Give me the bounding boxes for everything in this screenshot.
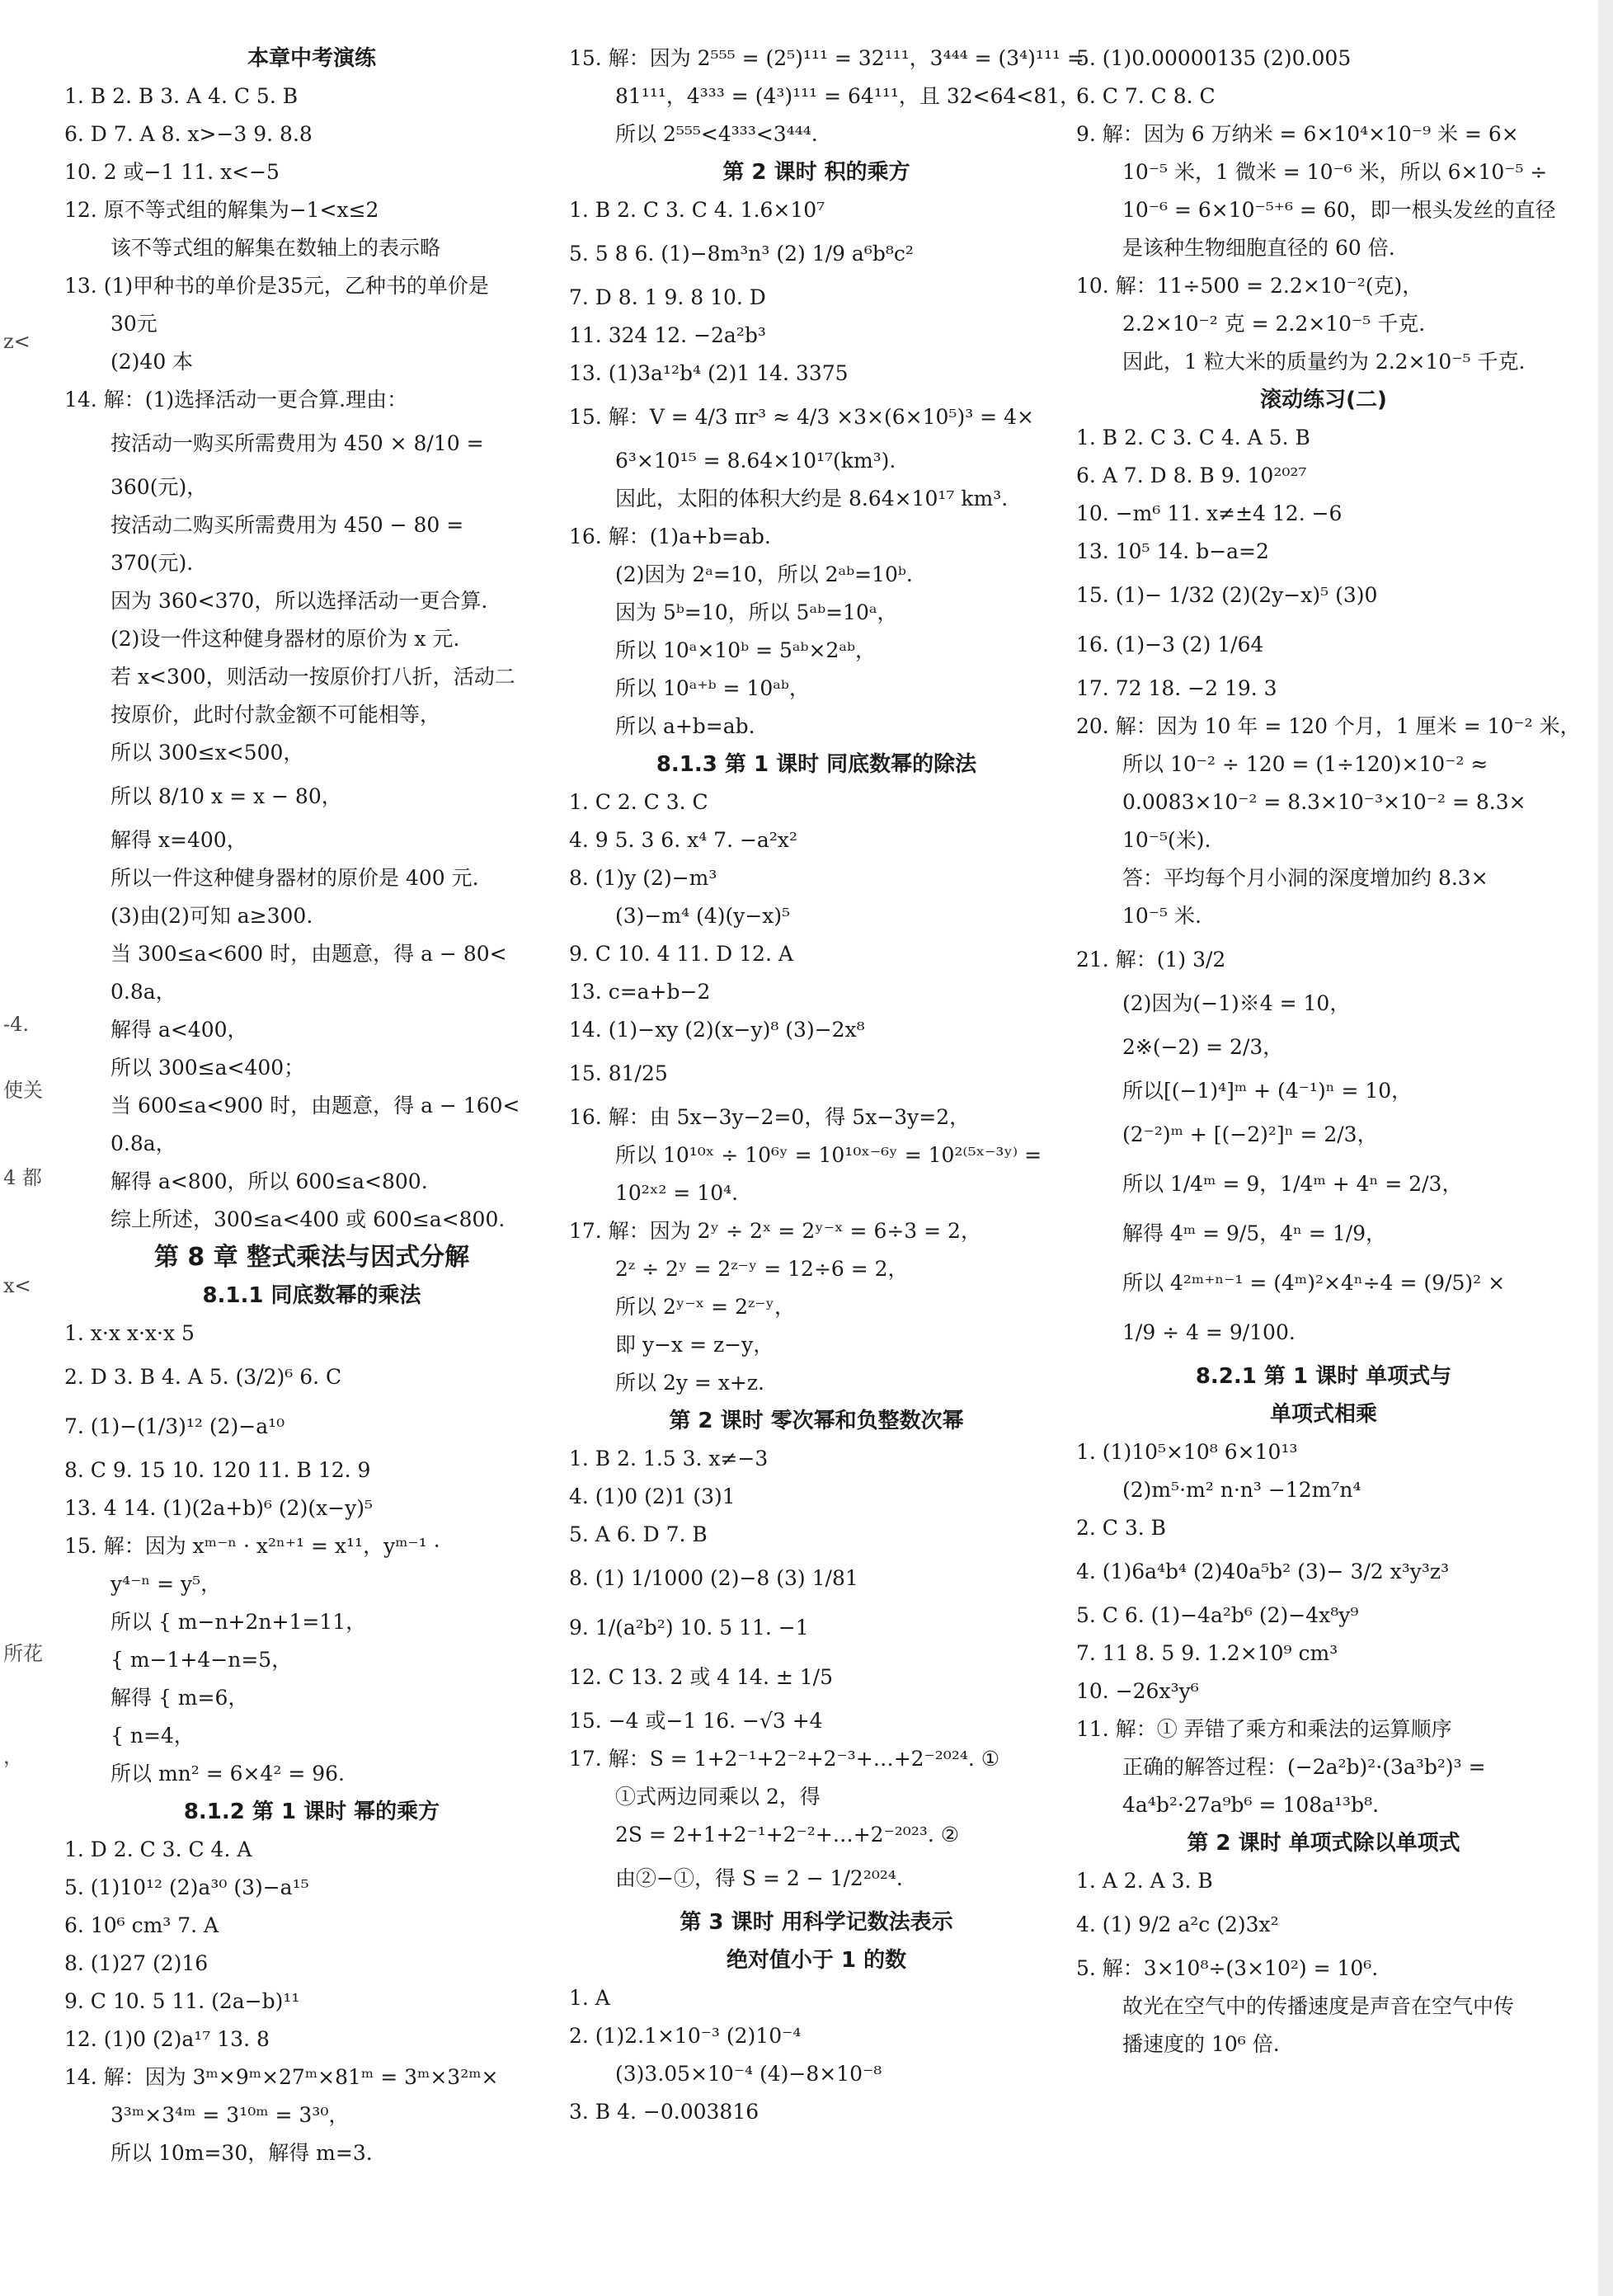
section-heading: 单项式相乘 bbox=[1269, 1402, 1377, 1427]
answer-line: 所以 300≤x<500， bbox=[111, 741, 304, 765]
answer-line: 10⁻⁶ = 6×10⁻⁵⁺⁶ = 60，即一根头发丝的直径 bbox=[1122, 198, 1556, 222]
answer-line: 1. x·x x·x·x 5 bbox=[64, 1321, 195, 1345]
answer-line: 12. C 13. 2 或 4 14. ± 1/5 bbox=[569, 1665, 833, 1689]
answer-line: 0.8a， bbox=[111, 980, 176, 1004]
answer-line: 14. (1)−xy (2)(x−y)⁸ (3)−2x⁸ bbox=[569, 1018, 865, 1042]
left-margin-fragments bbox=[0, 0, 58, 2296]
answer-line: (2)因为 2ᵃ=10，所以 2ᵃᵇ=10ᵇ. bbox=[615, 562, 913, 586]
answer-line: 1/9 ÷ 4 = 9/100. bbox=[1122, 1320, 1296, 1344]
answer-line: ①式两边同乘以 2，得 bbox=[615, 1785, 821, 1809]
answer-line: 1. B 2. C 3. C 4. 1.6×10⁷ bbox=[569, 198, 825, 222]
answer-line: 5. (1)0.00000135 (2)0.005 bbox=[1076, 46, 1352, 70]
margin-fragment: ， bbox=[3, 1745, 23, 1768]
answer-line: 所以 4²ᵐ⁺ⁿ⁻¹ = (4ᵐ)²×4ⁿ÷4 = (9/5)² × bbox=[1122, 1271, 1506, 1295]
answer-line: 答：平均每个月小洞的深度增加约 8.3× bbox=[1122, 866, 1488, 890]
answer-line: 30元 bbox=[111, 312, 158, 336]
answer-line: 所以 2y = x+z. bbox=[615, 1371, 764, 1395]
answer-line: 8. (1)y (2)−m³ bbox=[569, 866, 717, 890]
answer-line: 所以 mn² = 6×4² = 96. bbox=[111, 1762, 345, 1786]
answer-line: 因为 360<370，所以选择活动一更合算. bbox=[111, 589, 488, 613]
answer-line: 3³ᵐ×3⁴ᵐ = 3¹⁰ᵐ = 3³⁰， bbox=[111, 2103, 350, 2127]
answer-line: 5. (1)10¹² (2)a³⁰ (3)−a¹⁵ bbox=[64, 1875, 309, 1899]
answer-line: 按原价，此时付款金额不可能相等， bbox=[111, 703, 441, 727]
answer-line: 9. 解：因为 6 万纳米 = 6×10⁴×10⁻⁹ 米 = 6× bbox=[1076, 122, 1519, 146]
answer-line: 6. A 7. D 8. B 9. 10²⁰²⁷ bbox=[1076, 463, 1307, 487]
answer-line: 6. C 7. C 8. C bbox=[1076, 84, 1216, 108]
answer-line: 15. 解：V = 4/3 πr³ ≈ 4/3 ×3×(6×10⁵)³ = 4× bbox=[569, 405, 1034, 429]
answer-line: 10⁻⁵ 米. bbox=[1122, 904, 1202, 928]
margin-fragment: 4 都 bbox=[3, 1166, 42, 1189]
answer-line: 15. −4 或−1 16. −√3 +4 bbox=[569, 1709, 823, 1733]
answer-line: 15. 解：因为 xᵐ⁻ⁿ · x²ⁿ⁺¹ = x¹¹，yᵐ⁻¹ · bbox=[64, 1534, 440, 1558]
answer-line: (2)因为(−1)※4 = 10， bbox=[1122, 991, 1351, 1015]
answer-line: 15. 81/25 bbox=[569, 1061, 668, 1085]
answer-line: 4. (1)0 (2)1 (3)1 bbox=[569, 1484, 736, 1508]
section-heading: 本章中考演练 bbox=[247, 46, 376, 71]
answer-line: 13. c=a+b−2 bbox=[569, 980, 711, 1004]
answer-line: 17. 72 18. −2 19. 3 bbox=[1076, 676, 1277, 700]
answer-line: 0.8a， bbox=[111, 1132, 176, 1155]
section-heading: 8.1.2 第 1 课时 幂的乘方 bbox=[183, 1800, 440, 1824]
answer-line: (2)40 本 bbox=[111, 350, 194, 374]
answer-column-2 bbox=[569, 40, 1084, 2131]
section-heading: 第 2 课时 积的乘方 bbox=[722, 160, 910, 185]
answer-line: 9. C 10. 4 11. D 12. A bbox=[569, 942, 793, 966]
section-heading: 第 2 课时 单项式除以单项式 bbox=[1187, 1831, 1460, 1856]
answer-line: 17. 解：S = 1+2⁻¹+2⁻²+2⁻³+…+2⁻²⁰²⁴. ① bbox=[569, 1747, 1000, 1771]
answer-line: 所以 8/10 x = x − 80， bbox=[111, 784, 342, 808]
answer-line: y⁴⁻ⁿ = y⁵， bbox=[111, 1572, 222, 1596]
answer-line: 1. D 2. C 3. C 4. A bbox=[64, 1837, 252, 1861]
answer-line: 按活动一购买所需费用为 450 × 8/10 = bbox=[111, 431, 484, 455]
answer-line: 所以一件这种健身器材的原价是 400 元. bbox=[111, 866, 479, 890]
answer-line: 10. 解：11÷500 = 2.2×10⁻²(克)， bbox=[1076, 274, 1423, 298]
answer-line: 7. 11 8. 5 9. 1.2×10⁹ cm³ bbox=[1076, 1641, 1338, 1665]
answer-line: 解得 a<800，所以 600≤a<800. bbox=[111, 1169, 428, 1193]
answer-line: 按活动二购买所需费用为 450 − 80 = bbox=[111, 513, 464, 537]
answer-line: 4. (1)6a⁴b⁴ (2)40a⁵b² (3)− 3/2 x³y³z³ bbox=[1076, 1560, 1450, 1583]
margin-fragment: -4. bbox=[3, 1013, 30, 1036]
answer-column-1 bbox=[64, 40, 559, 2172]
answer-line: 15. 解：因为 2⁵⁵⁵ = (2⁵)¹¹¹ = 32¹¹¹，3⁴⁴⁴ = (3⁴)¹¹¹ = bbox=[569, 46, 1084, 70]
answer-line: 播速度的 10⁶ 倍. bbox=[1122, 2032, 1280, 2056]
answer-line: 16. 解：(1)a+b=ab. bbox=[569, 525, 771, 548]
answer-line: 即 y−x = z−y， bbox=[615, 1333, 774, 1357]
answer-line: 2ᶻ ÷ 2ʸ = 2ᶻ⁻ʸ = 12÷6 = 2， bbox=[615, 1257, 909, 1281]
answer-line: 是该种生物细胞直径的 60 倍. bbox=[1122, 236, 1395, 260]
answer-line: { m−1+4−n=5， bbox=[111, 1648, 293, 1672]
answer-line: 13. 4 14. (1)(2a+b)⁶ (2)(x−y)⁵ bbox=[64, 1496, 374, 1520]
answer-line: 所以 10ᵃ×10ᵇ = 5ᵃᵇ×2ᵃᵇ， bbox=[615, 638, 877, 662]
answer-line: 370(元). bbox=[111, 551, 194, 575]
answer-line: 所以 a+b=ab. bbox=[615, 714, 755, 738]
answer-line: 12. (1)0 (2)a¹⁷ 13. 8 bbox=[64, 2027, 270, 2051]
answer-line: 因为 5ᵇ=10，所以 5ᵃᵇ=10ᵃ， bbox=[615, 600, 898, 624]
answer-line: 6³×10¹⁵ = 8.64×10¹⁷(km³). bbox=[615, 449, 896, 473]
answer-line: 9. 1/(a²b²) 10. 5 11. −1 bbox=[569, 1616, 809, 1640]
answer-line: 4. (1) 9/2 a²c (2)3x² bbox=[1076, 1913, 1279, 1936]
answer-line: 10. −26x³y⁶ bbox=[1076, 1679, 1199, 1703]
answer-line: 所以 1/4ᵐ = 9，1/4ᵐ + 4ⁿ = 2/3， bbox=[1122, 1172, 1463, 1196]
answer-line: 1. (1)10⁵×10⁸ 6×10¹³ bbox=[1076, 1440, 1298, 1464]
answer-line: 所以 10ᵃ⁺ᵇ = 10ᵃᵇ， bbox=[615, 676, 810, 700]
answer-line: 1. C 2. C 3. C bbox=[569, 790, 708, 814]
answer-line: 5. A 6. D 7. B bbox=[569, 1522, 708, 1546]
answer-line: 0.0083×10⁻² = 8.3×10⁻³×10⁻² = 8.3× bbox=[1122, 790, 1526, 814]
answer-line: (2⁻²)ᵐ + [(−2)²]ⁿ = 2/3， bbox=[1122, 1122, 1378, 1146]
answer-line: 综上所述，300≤a<400 或 600≤a<800. bbox=[111, 1207, 506, 1231]
margin-fragment: x< bbox=[3, 1274, 31, 1297]
answer-line: 14. 解：因为 3ᵐ×9ᵐ×27ᵐ×81ᵐ = 3ᵐ×3²ᵐ× bbox=[64, 2065, 499, 2089]
answer-line: 正确的解答过程：(−2a²b)²·(3a³b²)³ = bbox=[1122, 1755, 1486, 1779]
answer-line: 2. C 3. B bbox=[1076, 1516, 1167, 1540]
answer-line: 16. (1)−3 (2) 1/64 bbox=[1076, 633, 1264, 656]
answer-line: 解得 { m=6， bbox=[111, 1686, 249, 1710]
answer-line: 10. 2 或−1 11. x<−5 bbox=[64, 160, 280, 184]
answer-line: 11. 解：① 弄错了乘方和乘法的运算顺序 bbox=[1076, 1717, 1452, 1741]
answer-line: 12. 原不等式组的解集为−1<x≤2 bbox=[64, 198, 379, 222]
answer-line: 2※(−2) = 2/3， bbox=[1122, 1035, 1284, 1059]
answer-line: 8. (1) 1/1000 (2)−8 (3) 1/81 bbox=[569, 1566, 858, 1590]
answer-line: 16. 解：由 5x−3y−2=0，得 5x−3y=2， bbox=[569, 1105, 971, 1129]
section-heading: 8.2.1 第 1 课时 单项式与 bbox=[1195, 1364, 1452, 1389]
answer-line: 2. D 3. B 4. A 5. (3/2)⁶ 6. C bbox=[64, 1365, 342, 1389]
answer-line: 1. B 2. C 3. C 4. A 5. B bbox=[1076, 426, 1310, 449]
margin-fragment: z< bbox=[3, 330, 31, 353]
answer-line: 2. (1)2.1×10⁻³ (2)10⁻⁴ bbox=[569, 2024, 802, 2048]
answer-line: 4. 9 5. 3 6. x⁴ 7. −a²x² bbox=[569, 828, 797, 852]
answer-line: 5. 解：3×10⁸÷(3×10²) = 10⁶. bbox=[1076, 1956, 1379, 1980]
answer-line: 7. (1)−(1/3)¹² (2)−a¹⁰ bbox=[64, 1414, 285, 1438]
answer-line: (3)3.05×10⁻⁴ (4)−8×10⁻⁸ bbox=[615, 2062, 882, 2086]
margin-fragment: 使关 bbox=[3, 1079, 43, 1102]
answer-line: 17. 解：因为 2ʸ ÷ 2ˣ = 2ʸ⁻ˣ = 6÷3 = 2， bbox=[569, 1219, 981, 1243]
answer-line: 解得 a<400， bbox=[111, 1018, 248, 1042]
answer-column-3 bbox=[1076, 40, 1581, 2063]
answer-line: 解得 4ᵐ = 9/5，4ⁿ = 1/9， bbox=[1122, 1221, 1387, 1245]
page-edge-shadow bbox=[1598, 0, 1613, 2296]
answer-line: 10. −m⁶ 11. x≠±4 12. −6 bbox=[1076, 501, 1343, 525]
answer-line: 所以 { m−n+2n+1=11， bbox=[111, 1610, 367, 1634]
answer-line: 该不等式组的解集在数轴上的表示略 bbox=[111, 236, 441, 260]
answer-line: 1. B 2. 1.5 3. x≠−3 bbox=[569, 1447, 769, 1470]
section-heading: 8.1.3 第 1 课时 同底数幂的除法 bbox=[656, 752, 977, 777]
answer-line: 14. 解：(1)选择活动一更合算.理由： bbox=[64, 388, 408, 412]
answer-line: 所以 10⁻² ÷ 120 = (1÷120)×10⁻² ≈ bbox=[1122, 752, 1488, 776]
answer-line: (3)−m⁴ (4)(y−x)⁵ bbox=[615, 904, 791, 928]
answer-line: 故光在空气中的传播速度是声音在空气中传 bbox=[1122, 1994, 1515, 2018]
answer-line: 8. C 9. 15 10. 120 11. B 12. 9 bbox=[64, 1458, 371, 1482]
answer-line: 2S = 2+1+2⁻¹+2⁻²+…+2⁻²⁰²³. ② bbox=[615, 1823, 960, 1847]
answer-line: 所以[(−1)⁴]ᵐ + (4⁻¹)ⁿ = 10， bbox=[1122, 1079, 1413, 1103]
answer-line: 当 600≤a<900 时，由题意，得 a − 160< bbox=[111, 1094, 520, 1117]
margin-fragment: 所花 bbox=[3, 1642, 43, 1665]
section-heading: 绝对值小于 1 的数 bbox=[726, 1948, 907, 1973]
answer-line: 5. C 6. (1)−4a²b⁶ (2)−4x⁸y⁹ bbox=[1076, 1603, 1359, 1627]
answer-line: 6. 10⁶ cm³ 7. A bbox=[64, 1913, 219, 1937]
answer-line: 13. (1)甲种书的单价是35元，乙种书的单价是 bbox=[64, 274, 489, 298]
answer-line: 因此，太阳的体积大约是 8.64×10¹⁷ km³. bbox=[615, 487, 1009, 510]
section-heading: 滚动练习(二) bbox=[1260, 388, 1387, 412]
answer-line: 所以 2ʸ⁻ˣ = 2ᶻ⁻ʸ， bbox=[615, 1295, 796, 1319]
answer-line: 所以 10m=30，解得 m=3. bbox=[111, 2141, 373, 2165]
answer-line: 若 x<300，则活动一按原价打八折，活动二 bbox=[111, 665, 515, 689]
answer-line: 2.2×10⁻² 克 = 2.2×10⁻⁵ 千克. bbox=[1122, 312, 1426, 336]
answer-line: { n=4， bbox=[111, 1724, 195, 1748]
answer-line: 4a⁴b²·27a⁹b⁶ = 108a¹³b⁸. bbox=[1122, 1793, 1380, 1817]
answer-line: 当 300≤a<600 时，由题意，得 a − 80< bbox=[111, 942, 507, 966]
answer-line: 由②−①，得 S = 2 − 1/2²⁰²⁴. bbox=[615, 1866, 903, 1890]
answer-line: 1. A 2. A 3. B bbox=[1076, 1869, 1213, 1893]
answer-line: 11. 324 12. −2a²b³ bbox=[569, 323, 766, 347]
answer-line: 5. 5 8 6. (1)−8m³n³ (2) 1/9 a⁶b⁸c² bbox=[569, 242, 914, 266]
section-heading: 第 2 课时 零次幂和负整数次幂 bbox=[669, 1409, 964, 1433]
answer-line: (2)m⁵·m² n·n³ −12m⁷n⁴ bbox=[1122, 1478, 1361, 1502]
answer-line: 1. B 2. B 3. A 4. C 5. B bbox=[64, 84, 299, 108]
answer-line: 10⁻⁵(米). bbox=[1122, 828, 1211, 852]
answer-line: 因此，1 粒大米的质量约为 2.2×10⁻⁵ 千克. bbox=[1122, 350, 1526, 374]
answer-line: 解得 x=400， bbox=[111, 828, 247, 852]
answer-line: 所以 10¹⁰ˣ ÷ 10⁶ʸ = 10¹⁰ˣ⁻⁶ʸ = 10²⁽⁵ˣ⁻³ʸ⁾ = bbox=[615, 1143, 1042, 1167]
answer-line: 9. C 10. 5 11. (2a−b)¹¹ bbox=[64, 1989, 300, 2013]
answer-line: 7. D 8. 1 9. 8 10. D bbox=[569, 285, 766, 309]
answer-line: 所以 300≤a<400； bbox=[111, 1056, 305, 1080]
answer-line: 10⁻⁵ 米，1 微米 = 10⁻⁶ 米，所以 6×10⁻⁵ ÷ bbox=[1122, 160, 1548, 184]
answer-line: 15. (1)− 1/32 (2)(2y−x)⁵ (3)0 bbox=[1076, 583, 1378, 607]
answer-line: 所以 2⁵⁵⁵<4³³³<3⁴⁴⁴. bbox=[615, 122, 818, 146]
answer-line: (2)设一件这种健身器材的原价为 x 元. bbox=[111, 627, 460, 651]
answer-line: 8. (1)27 (2)16 bbox=[64, 1951, 209, 1975]
section-heading: 第 3 课时 用科学记数法表示 bbox=[680, 1910, 953, 1935]
answer-line: 1. A bbox=[569, 1986, 610, 2010]
answer-line: 6. D 7. A 8. x>−3 9. 8.8 bbox=[64, 122, 313, 146]
answer-line: 20. 解：因为 10 年 = 120 个月，1 厘米 = 10⁻² 米， bbox=[1076, 714, 1581, 738]
section-heading: 8.1.1 同底数幂的乘法 bbox=[202, 1283, 421, 1308]
answer-line: 21. 解：(1) 3/2 bbox=[1076, 948, 1226, 972]
answer-line: 13. 10⁵ 14. b−a=2 bbox=[1076, 539, 1269, 563]
answer-line: 10²ˣ² = 10⁴. bbox=[615, 1181, 739, 1205]
answer-line: 13. (1)3a¹²b⁴ (2)1 14. 3375 bbox=[569, 361, 849, 385]
answer-line: 81¹¹¹，4³³³ = (4³)¹¹¹ = 64¹¹¹，且 32<64<81， bbox=[615, 84, 1081, 108]
answer-line: (3)由(2)可知 a≥300. bbox=[111, 904, 313, 928]
section-heading: 第 8 章 整式乘法与因式分解 bbox=[153, 1243, 470, 1272]
answer-line: 3. B 4. −0.003816 bbox=[569, 2100, 759, 2124]
answer-line: 360(元)， bbox=[111, 475, 208, 499]
